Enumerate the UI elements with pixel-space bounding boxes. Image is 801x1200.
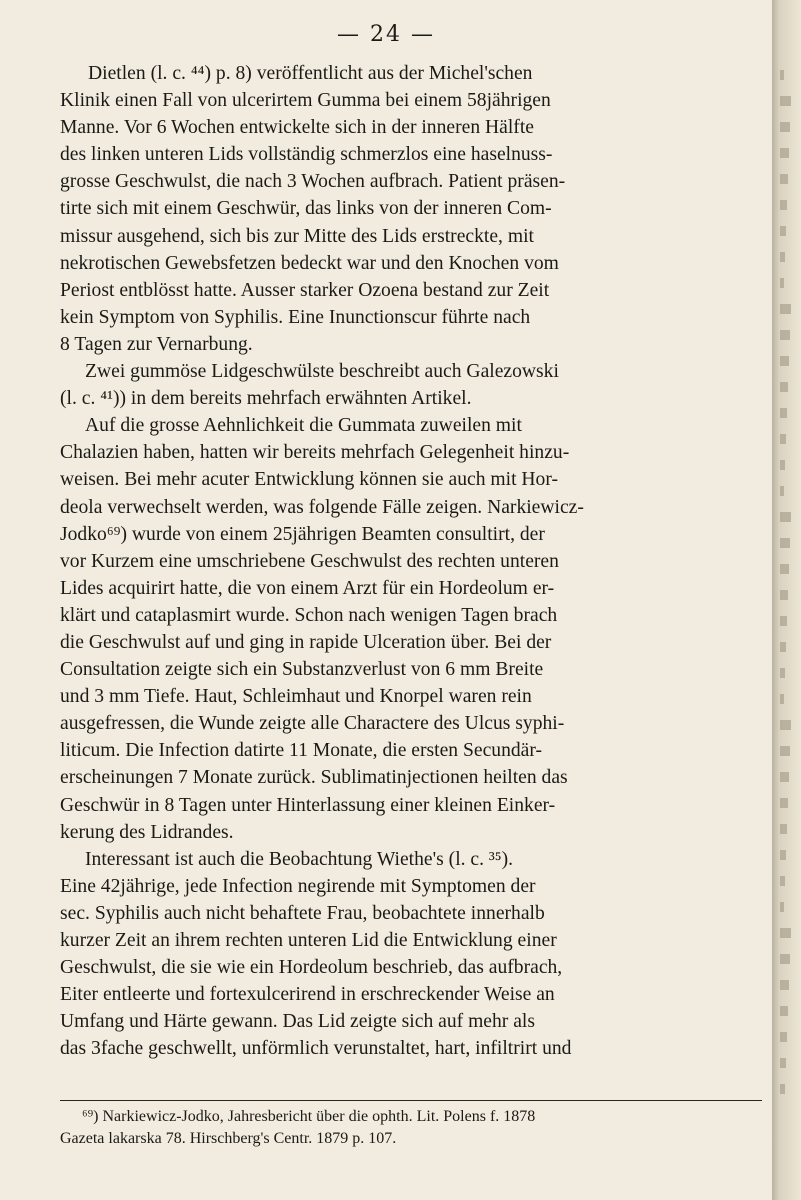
text-line: Interessant ist auch die Beobachtung Wiethe's (l. c. ³⁵). bbox=[85, 848, 514, 870]
edge-speck bbox=[780, 174, 788, 184]
edge-speck bbox=[780, 70, 784, 80]
edge-speck bbox=[780, 772, 789, 782]
text-line: liticum. Die Infection datirte 11 Monate, die ersten Secundär- bbox=[60, 740, 543, 762]
text-line: Dietlen (l. c. ⁴⁴) p. 8) veröffentlicht aus der Michel'schen bbox=[88, 63, 533, 84]
page-number: — 24 — bbox=[337, 22, 435, 47]
edge-speck bbox=[780, 538, 790, 548]
text-line: Jodko⁶⁹) wurde von einem 25jährigen Beamten consultirt, der bbox=[60, 523, 545, 545]
edge-speck bbox=[780, 616, 787, 626]
text-line: kerung des Lidrandes. bbox=[60, 821, 234, 843]
text-line: ausgefressen, die Wunde zeigte alle Charactere des Ulcus syphi- bbox=[60, 713, 565, 735]
edge-speck bbox=[780, 330, 790, 340]
text-line: vor Kurzem eine umschriebene Geschwulst des rechten unteren bbox=[60, 550, 559, 572]
edge-speck bbox=[780, 720, 791, 730]
text-line: 8 Tagen zur Vernarbung. bbox=[60, 333, 253, 355]
edge-speck bbox=[780, 876, 785, 886]
edge-speck bbox=[780, 850, 786, 860]
text-line: des linken unteren Lids vollständig schmerzlos eine haselnuss- bbox=[60, 144, 553, 166]
edge-speck bbox=[780, 668, 785, 678]
edge-speck bbox=[780, 1006, 788, 1016]
text-line: grosse Geschwulst, die nach 3 Wochen aufbrach. Patient präsen- bbox=[60, 171, 566, 193]
edge-speck bbox=[780, 642, 786, 652]
text-line: klärt und cataplasmirt wurde. Schon nach wenigen Tagen brach bbox=[60, 604, 558, 626]
edge-speck bbox=[780, 486, 784, 496]
edge-speck bbox=[780, 200, 787, 210]
edge-speck bbox=[780, 408, 787, 418]
edge-speck bbox=[780, 252, 785, 262]
edge-speck bbox=[780, 694, 784, 704]
edge-speck bbox=[780, 1032, 787, 1042]
text-line: und 3 mm Tiefe. Haut, Schleimhaut und Knorpel waren rein bbox=[60, 686, 532, 708]
edge-speck bbox=[780, 824, 787, 834]
edge-speck bbox=[780, 1058, 786, 1068]
edge-speck bbox=[780, 564, 789, 574]
edge-speck bbox=[780, 226, 786, 236]
edge-speck bbox=[780, 382, 788, 392]
text-line: nekrotischen Gewebsfetzen bedeckt war und den Knochen vom bbox=[60, 252, 559, 274]
text-line: Lides acquirirt hatte, die von einem Arzt für ein Hordeolum er- bbox=[60, 577, 555, 599]
text-line: erscheinungen 7 Monate zurück. Sublimatinjectionen heilten das bbox=[60, 767, 568, 789]
edge-speck bbox=[780, 278, 784, 288]
edge-speck bbox=[780, 148, 789, 158]
text-line: Geschwulst, die sie wie ein Hordeolum beschrieb, das aufbrach, bbox=[60, 957, 563, 979]
text-line: das 3fache geschwellt, unförmlich verunstaltet, hart, infiltrirt und bbox=[60, 1038, 572, 1060]
footnote-line: ⁶⁹) Narkiewicz-Jodko, Jahresbericht über die ophth. Lit. Polens f. 1878 bbox=[82, 1108, 536, 1125]
text-line: Geschwür in 8 Tagen unter Hinterlassung einer kleinen Einker- bbox=[60, 794, 556, 816]
text-line: Auf die grosse Aehnlichkeit die Gummata zuweilen mit bbox=[85, 415, 522, 437]
footnote-divider bbox=[60, 1100, 762, 1101]
edge-speck bbox=[780, 902, 784, 912]
footnotes bbox=[60, 1106, 772, 1150]
text-line: Manne. Vor 6 Wochen entwickelte sich in der inneren Hälfte bbox=[60, 117, 534, 139]
edge-speck bbox=[780, 590, 788, 600]
edge-speck bbox=[780, 980, 789, 990]
edge-speck bbox=[780, 1084, 785, 1094]
edge-speck bbox=[780, 96, 791, 106]
text-line: Chalazien haben, hatten wir bereits mehrfach Gelegenheit hinzu- bbox=[60, 442, 570, 464]
text-line: Eiter entleerte und fortexulcerirend in erschreckender Weise an bbox=[60, 984, 555, 1006]
text-line: Eine 42jährige, jede Infection negirende mit Symptomen der bbox=[60, 875, 536, 897]
text-line: kein Symptom von Syphilis. Eine Inunctionscur führte nach bbox=[60, 306, 531, 328]
text-line: Periost entblösst hatte. Ausser starker Ozoena bestand zur Zeit bbox=[60, 279, 550, 301]
edge-speck bbox=[780, 122, 790, 132]
edge-speck bbox=[780, 746, 790, 756]
text-line: Klinik einen Fall von ulcerirtem Gumma bei einem 58jährigen bbox=[60, 90, 551, 112]
text-line: Umfang und Härte gewann. Das Lid zeigte sich auf mehr als bbox=[60, 1011, 535, 1033]
text-line: missur ausgehend, sich bis zur Mitte des Lids erstreckte, mit bbox=[60, 225, 534, 247]
text-line: sec. Syphilis auch nicht behaftete Frau, beobachtete innerhalb bbox=[60, 902, 545, 924]
edge-speck bbox=[780, 304, 791, 314]
edge-speck bbox=[780, 798, 788, 808]
text-line: die Geschwulst auf und ging in rapide Ulceration über. Bei der bbox=[60, 631, 552, 653]
body-text bbox=[60, 60, 772, 1092]
edge-speck bbox=[780, 460, 785, 470]
text-line: Zwei gummöse Lidgeschwülste beschreibt auch Galezowski bbox=[85, 361, 559, 383]
edge-speck bbox=[780, 512, 791, 522]
text-line: kurzer Zeit an ihrem rechten unteren Lid die Entwicklung einer bbox=[60, 930, 557, 951]
edge-speck bbox=[780, 954, 790, 964]
text-line: Consultation zeigte sich ein Substanzverlust von 6 mm Breite bbox=[60, 659, 544, 681]
edge-speck bbox=[780, 928, 791, 938]
footnote-line: Gazeta lakarska 78. Hirschberg's Centr. 1879 p. 107. bbox=[60, 1130, 397, 1147]
text-line: (l. c. ⁴¹)) in dem bereits mehrfach erwähnten Artikel. bbox=[60, 388, 472, 410]
edge-speck bbox=[780, 434, 786, 444]
text-line: tirte sich mit einem Geschwür, das links von der inneren Com- bbox=[60, 198, 552, 220]
edge-speck bbox=[780, 356, 789, 366]
text-line: deola verwechselt werden, was folgende Fälle zeigen. Narkiewicz- bbox=[60, 496, 584, 518]
text-line: weisen. Bei mehr acuter Entwicklung können sie auch mit Hor- bbox=[60, 469, 559, 491]
